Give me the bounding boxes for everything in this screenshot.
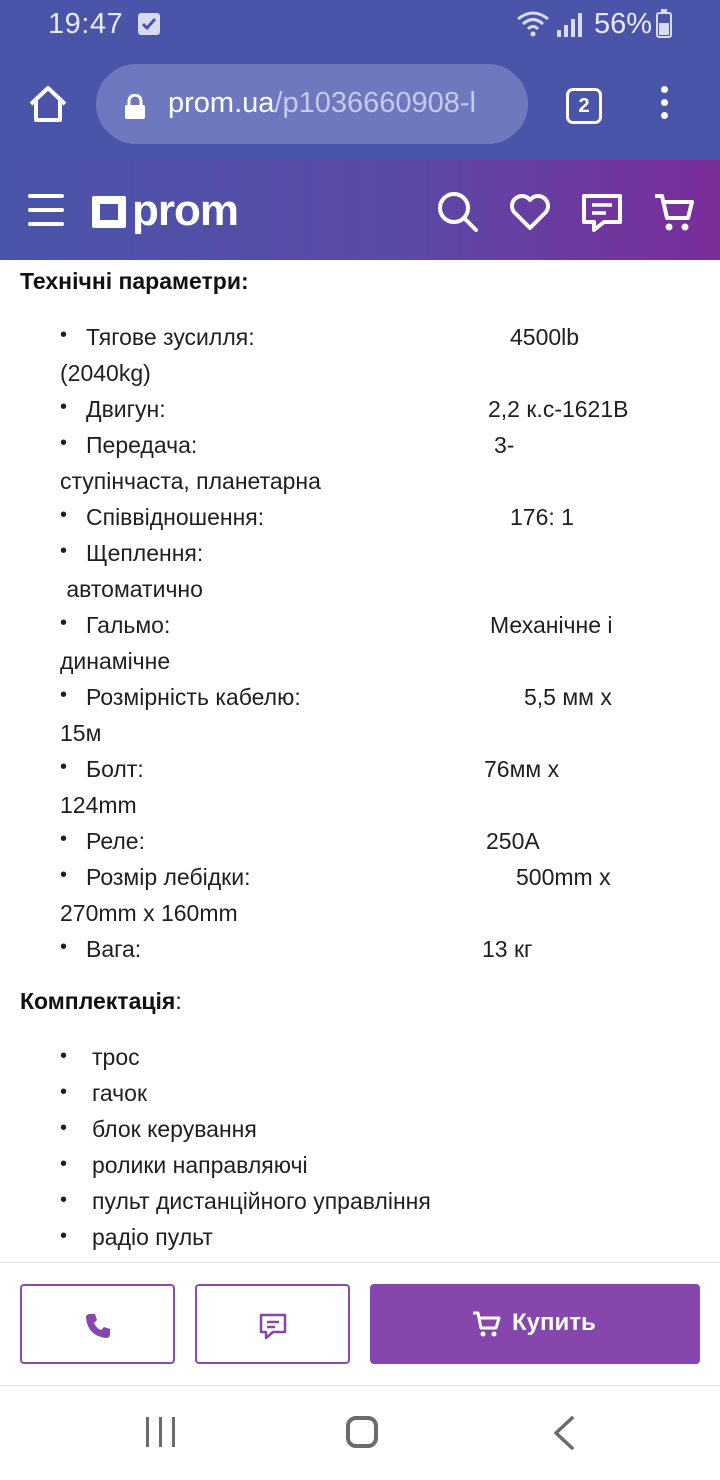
spec-value: 4500lb xyxy=(510,324,580,350)
buy-button-label: Купить xyxy=(512,1309,596,1336)
url-domain: prom.ua xyxy=(168,87,275,119)
spec-label: Гальмо: xyxy=(86,612,171,638)
spec-continuation: ступінчаста, планетарна xyxy=(60,468,321,494)
spec-value: 2,2 к.с-1621В xyxy=(488,396,629,422)
product-description xyxy=(0,260,720,1262)
bullet: • xyxy=(60,756,68,778)
hamburger-icon[interactable] xyxy=(28,194,64,226)
spec-value: 76мм х xyxy=(484,756,560,782)
bullet: • xyxy=(60,1225,68,1247)
kit-title xyxy=(20,988,182,1015)
status-time: 19:47 xyxy=(48,8,124,40)
search-icon[interactable] xyxy=(436,190,480,239)
spec-continuation: автоматично xyxy=(60,576,203,602)
bullet: • xyxy=(60,828,68,850)
spec-continuation: 124mm xyxy=(60,792,137,818)
spec-value: 13 кг xyxy=(482,936,533,962)
bullet: • xyxy=(60,432,68,454)
spec-label: Двигун: xyxy=(86,396,166,422)
kit-title-suffix: : xyxy=(175,988,182,1014)
message-button[interactable] xyxy=(195,1284,350,1364)
check-notification-icon xyxy=(138,13,160,35)
battery-icon xyxy=(656,12,672,38)
status-bar xyxy=(0,0,720,50)
spec-label: Співвідношення: xyxy=(86,504,265,530)
tabs-icon[interactable]: 2 xyxy=(566,88,602,124)
spec-label: Розмір лебідки: xyxy=(86,864,251,890)
more-vert-icon[interactable] xyxy=(652,86,676,126)
bullet: • xyxy=(60,684,68,706)
bullet: • xyxy=(60,324,68,346)
bullet: • xyxy=(60,1117,68,1139)
recent-apps-icon[interactable] xyxy=(146,1417,176,1447)
cart-icon[interactable] xyxy=(652,190,696,239)
wifi-icon xyxy=(516,10,550,43)
address-bar[interactable] xyxy=(96,64,528,144)
kit-item: гачок xyxy=(92,1080,148,1106)
signal-icon xyxy=(556,12,584,43)
spec-label: Щеплення: xyxy=(86,540,204,566)
kit-item: блок керування xyxy=(92,1116,257,1142)
spec-continuation: 270mm x 160mm xyxy=(60,900,238,926)
spec-label: Реле: xyxy=(86,828,145,854)
spec-value: 250А xyxy=(486,828,540,854)
spec-continuation: 15м xyxy=(60,720,102,746)
kit-item: трос xyxy=(92,1044,140,1070)
call-button[interactable] xyxy=(20,1284,175,1364)
chat-icon[interactable] xyxy=(580,190,624,239)
bullet: • xyxy=(60,396,68,418)
spec-label: Тягове зусилля: xyxy=(86,324,255,350)
home-icon[interactable] xyxy=(26,82,70,126)
bullet: • xyxy=(60,936,68,958)
home-circle-icon[interactable] xyxy=(346,1416,378,1448)
spec-continuation: динамічне xyxy=(60,648,171,674)
lock-icon xyxy=(124,94,146,125)
spec-label: Болт: xyxy=(86,756,144,782)
url-path: /p1036660908-l xyxy=(274,87,476,119)
spec-label: Вага: xyxy=(86,936,142,962)
bullet: • xyxy=(60,1081,68,1103)
spec-value: 500mm x xyxy=(516,864,611,890)
bullet: • xyxy=(60,1189,68,1211)
kit-title-text: Комплектація xyxy=(20,988,176,1014)
kit-item: ролики направляючі xyxy=(92,1152,308,1178)
spec-label: Розмірність кабелю: xyxy=(86,684,301,710)
logo-mark[interactable] xyxy=(92,196,126,228)
bullet: • xyxy=(60,1045,68,1067)
spec-value: 5,5 мм х xyxy=(524,684,612,710)
bullet: • xyxy=(60,612,68,634)
kit-item: радіо пульт xyxy=(92,1224,213,1250)
heart-icon[interactable] xyxy=(508,190,552,239)
kit-item: пульт дистанційного управління xyxy=(92,1188,431,1214)
bullet: • xyxy=(60,504,68,526)
url-text xyxy=(168,87,476,120)
specs-title: Технічні параметри: xyxy=(20,268,249,294)
back-icon[interactable] xyxy=(552,1416,576,1455)
battery-percent: 56% xyxy=(594,8,653,40)
bullet: • xyxy=(60,1153,68,1175)
spec-value: Механічне і xyxy=(490,612,613,638)
spec-continuation: (2040kg) xyxy=(60,360,151,386)
spec-label: Передача: xyxy=(86,432,198,458)
bullet: • xyxy=(60,540,68,562)
buy-button[interactable] xyxy=(370,1284,700,1364)
spec-value: 3- xyxy=(494,432,515,458)
logo-text[interactable]: prom xyxy=(132,186,238,235)
spec-value: 176: 1 xyxy=(510,504,574,530)
bullet: • xyxy=(60,864,68,886)
